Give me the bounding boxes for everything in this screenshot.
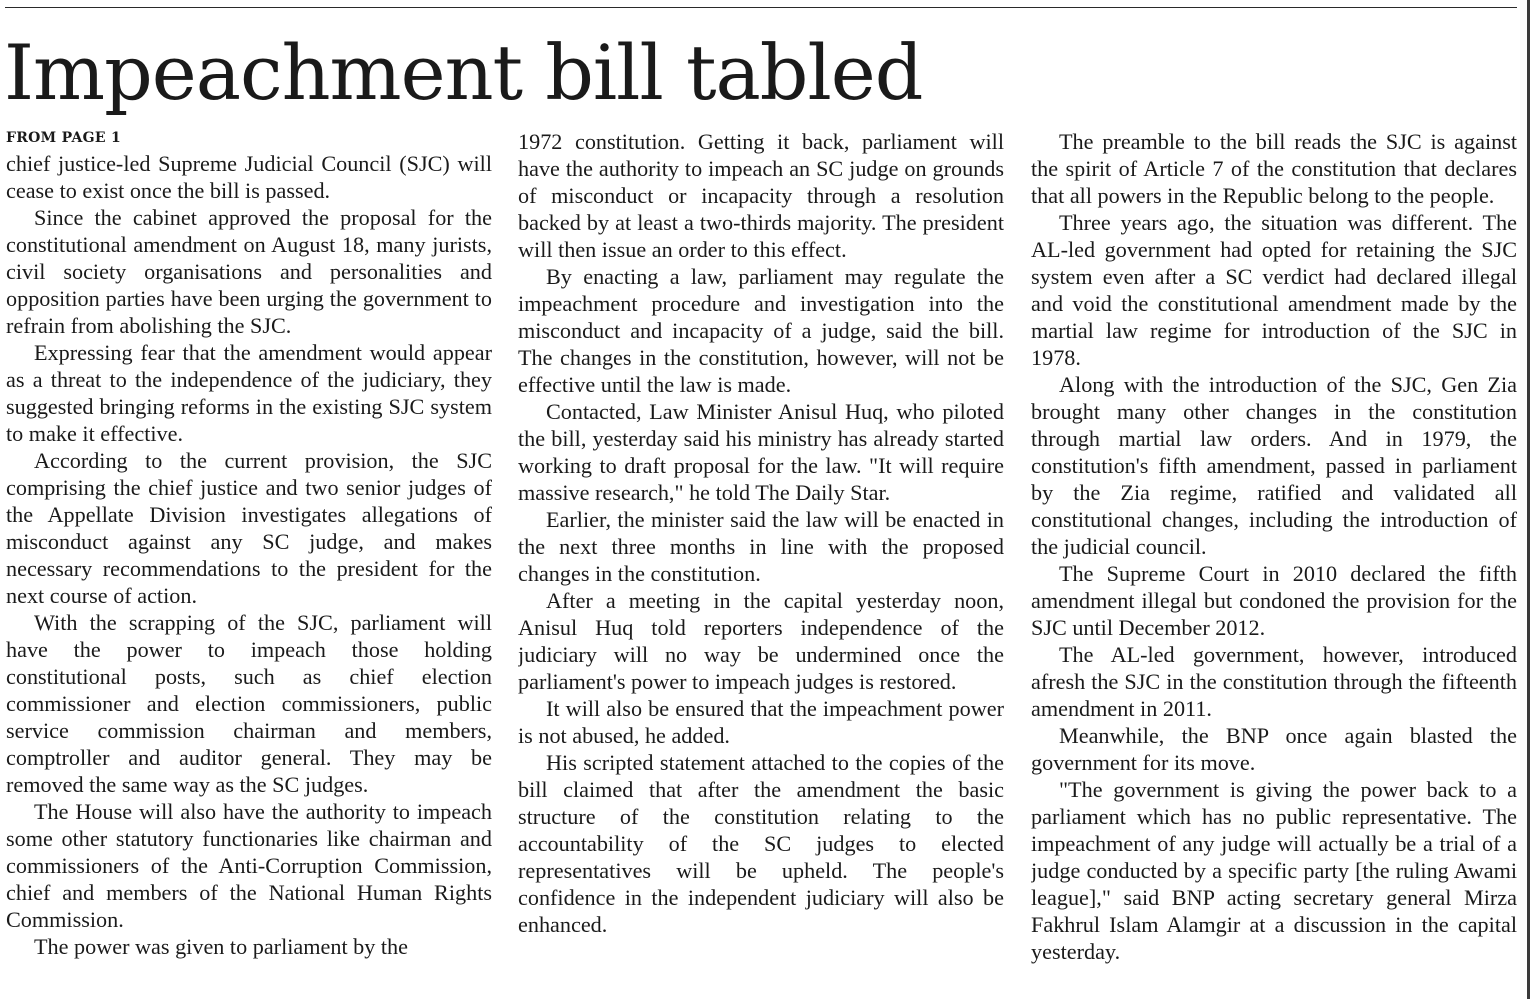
top-rule — [5, 7, 1517, 8]
paragraph: Contacted, Law Minister Anisul Huq, who piloted the bill, yesterday said his ministry has already started working to draft proposal for the law. "It will require massive research," he told The Daily Star. — [518, 399, 1004, 505]
paragraph: chief justice-led Supreme Judicial Council (SJC) will cease to exist once the bill is passed. — [6, 151, 492, 203]
paragraph: According to the current provision, the SJC comprising the chief justice and two senior judges of the Appellate Division investigates allegations of misconduct against any SC judge, and makes necessary recommendations to the president for the next course of action. — [6, 448, 492, 608]
paragraph: Along with the introduction of the SJC, Gen Zia brought many other changes in the constitution through martial law orders. And in 1979, the constitution's fifth amendment, passed in parliament by the Zia regime, ratified and validated all constitutional changes, including the introduction of the judicial council. — [1031, 372, 1517, 559]
paragraph: After a meeting in the capital yesterday noon, Anisul Huq told reporters independence of the judiciary will no way be undermined once the parliament's power to impeach judges is restored. — [518, 588, 1004, 694]
paragraph: 1972 constitution. Getting it back, parliament will have the authority to impeach an SC judge on grounds of misconduct or incapacity through a resolution backed by at least a two-thirds majority. The president will then issue an order to this effect. — [518, 129, 1004, 262]
paragraph: The Supreme Court in 2010 declared the fifth amendment illegal but condoned the provision for the SJC until December 2012. — [1031, 561, 1517, 640]
article-column-3 — [1031, 128, 1517, 993]
right-edge-bar — [1527, 0, 1530, 999]
paragraph: The preamble to the bill reads the SJC is against the spirit of Article 7 of the constitution that declares that all powers in the Republic belong to the people. — [1031, 129, 1517, 208]
paragraph: Meanwhile, the BNP once again blasted the government for its move. — [1031, 723, 1517, 775]
paragraph: Three years ago, the situation was different. The AL-led government had opted for retaining the SJC system even after a SC verdict had declared illegal and void the constitutional amendment made by the martial law regime for introduction of the SJC in 1978. — [1031, 210, 1517, 370]
paragraph: Expressing fear that the amendment would appear as a threat to the independence of the judiciary, they suggested bringing reforms in the existing SJC system to make it effective. — [6, 340, 492, 446]
paragraph: The AL-led government, however, introduced afresh the SJC in the constitution through the fifteenth amendment in 2011. — [1031, 642, 1517, 721]
paragraph: "The government is giving the power back to a parliament which has no public representative. The impeachment of any judge will actually be a trial of a judge conducted by a specific party [the ruling Awami league]," said BNP acting secretary general Mirza Fakhrul Islam Alamgir at a discussion in the capital yesterday. — [1031, 777, 1517, 964]
paragraph: The power was given to parliament by the — [34, 934, 408, 959]
paragraph: Since the cabinet approved the proposal for the constitutional amendment on August 18, many jurists, civil society organisations and personalities and opposition parties have been urging the government to refrain from abolishing the SJC. — [6, 205, 492, 338]
article-column-2 — [518, 128, 1004, 993]
paragraph: By enacting a law, parliament may regulate the impeachment procedure and investigation into the misconduct and incapacity of a judge, said the bill. The changes in the constitution, however, will not be effective until the law is made. — [518, 264, 1004, 397]
from-page-kicker: FROM PAGE 1 — [6, 130, 122, 146]
paragraph: His scripted statement attached to the copies of the bill claimed that after the amendment the basic structure of the constitution relating to the accountability of the SC judges to elected representatives will be upheld. The people's confidence in the independent judiciary will also be enhanced. — [518, 750, 1004, 937]
paragraph: It will also be ensured that the impeachment power is not abused, he added. — [518, 696, 1004, 748]
paragraph: The House will also have the authority to impeach some other statutory functionaries like chairman and commissioners of the Anti-Corruption Commission, chief and members of the National Human Rights Commission. — [6, 799, 492, 932]
article-column-1 — [6, 150, 492, 999]
headline: Impeachment bill tabled — [4, 28, 923, 117]
paragraph: Earlier, the minister said the law will be enacted in the next three months in line with the proposed changes in the constitution. — [518, 507, 1004, 586]
paragraph: With the scrapping of the SJC, parliament will have the power to impeach those holding constitutional posts, such as chief election commissioner and election commissioners, public service commission chairman and members, comptroller and auditor general. They may be removed the same way as the SC judges. — [6, 610, 492, 797]
